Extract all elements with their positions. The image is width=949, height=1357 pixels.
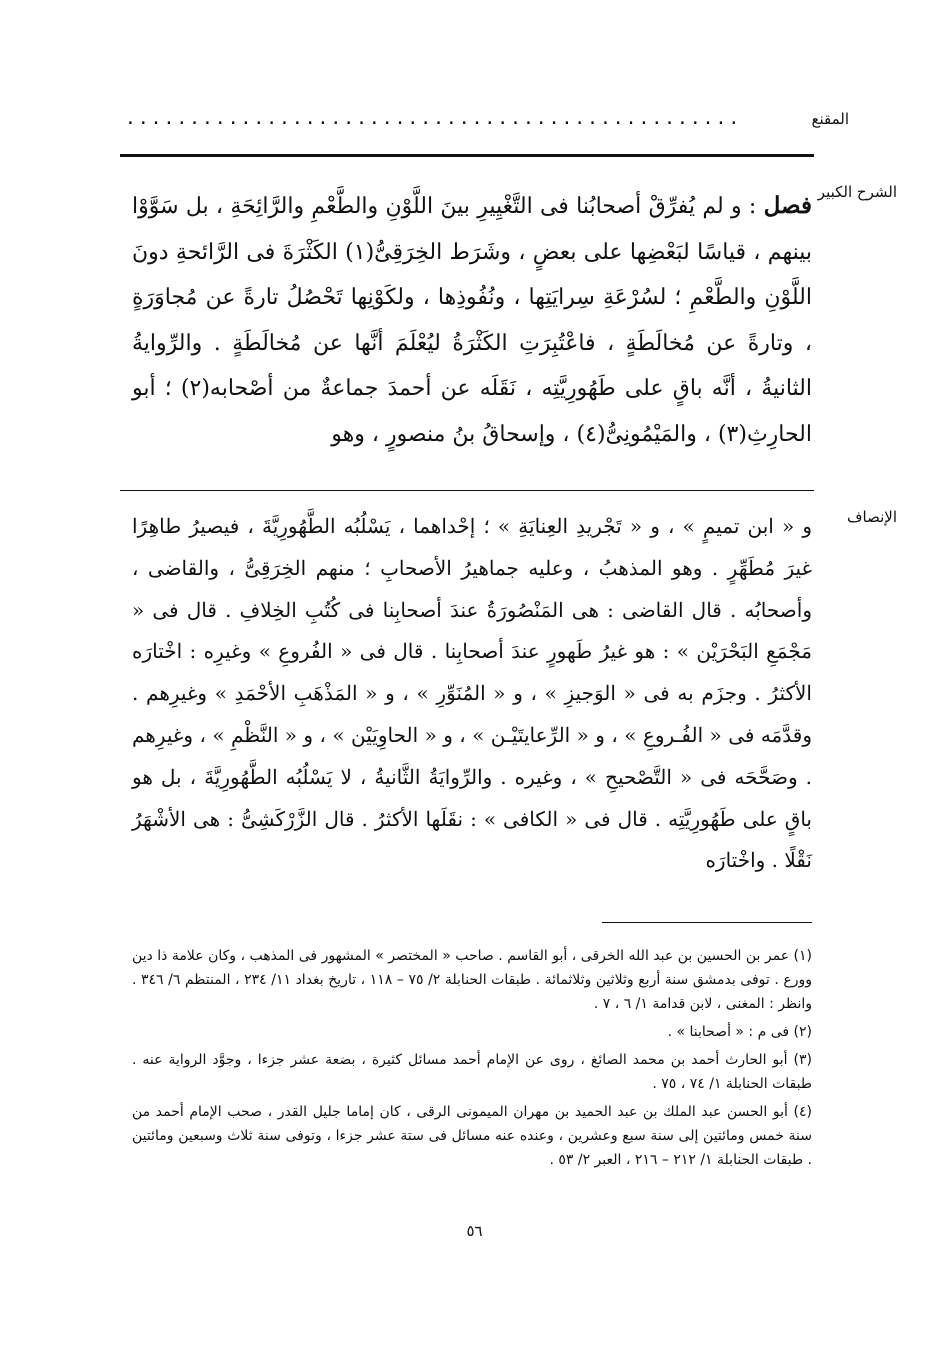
footnotes xyxy=(132,944,812,1176)
insaf-section-label: الإنصاف xyxy=(846,508,897,526)
sharh-paragraph xyxy=(132,183,812,457)
fasl-heading: فصل xyxy=(763,192,812,219)
book-title: المقنع xyxy=(811,110,849,128)
footnote-3: (٣) أبو الحارث أحمد بن محمد الصائغ ، روى عن الإمام أحمد مسائل كثيرة ، بضعة عشر جزءا ، وجوَّد الرواية عنه . طبقات الحنابلة ١/ ٧٤ ، ٧٥ . xyxy=(132,1052,812,1092)
footnote-2: (٢) فى م : « أصحابنا » . xyxy=(667,1024,812,1040)
sharh-body xyxy=(132,183,812,457)
section-divider xyxy=(120,490,814,491)
insaf-text: و « ابن تميمٍ » ، و « تَجْريدِ العِنايَةِ » ؛ إحْداهما ، يَسْلُبُه الطَّهُورِيَّةَ ، فيصيرُ طاهِرًا غيرَ مُطَهِّرٍ . وهو المذهبُ ، وعليه جماهيرُ الأصحابِ ؛ منهم الخِرَقِىُّ ، والقاضى ، وأصحابُه . قال القاضى : هى المَنْصُورَةُ عندَ أصحابِنا فى كُتُبِ الخِلافِ . قال فى « مَجْمَعِ البَحْرَيْن » : هو غيرُ طَهورٍ عندَ أصحابِنا . قال فى « الفُروعِ » وغيرِه : اخْتارَه الأكثرُ . وجزَم به فى « الوَجيزِ » ، و « المُنَوِّرِ » ، و « المَذْهَبِ الأحْمَدِ » وغيرِهم . وقدَّمَه فى « الفُـروعِ » ، و « الرِّعايتَيْـن » ، و « الحاوِيَيْن » ، و « النَّظْمِ » ، وغيرِهم . وصَحَّحَه فى « التَّصْحيحِ » ، وغيره . والرِّوايَةُ الثَّانيةُ ، لا يَسْلُبُه الطَّهُورِيَّةَ ، بل هو باقٍ على طَهُورِيَّتِه . قال فى « الكافى » : نقَلَها الأكثرُ . قال الزَّرْكَشِىُّ : هى الأشْهَرُ نَقْلًا . واخْتارَه xyxy=(132,514,812,873)
page-number: ٥٦ xyxy=(466,1222,483,1240)
header-dot-leader: ................................................ xyxy=(125,108,742,128)
footnote-1: (١) عمر بن الحسين بن عبد الله الخرقى ، أبو القاسم . صاحب « المختصر » المشهور فى المذهب ، وكان علامة ذا دين وورع . توفى بدمشق سنة أربع وثلاثين وثلاثمائة . طبقات الحنابلة ٢/ ٧٥ – ١١٨ ، تاريخ بغداد ١١/ ٢٣٤ ، المنتظم ٦/ ٣٤٦ . وانظر : المغنى ، لابن قدامة ١/ ٦ ، ٧ . xyxy=(132,948,812,1012)
footnote-4: (٤) أبو الحسن عبد الملك بن عبد الحميد بن مهران الميمونى الرقى ، كان إماما جليل القدر ، صحب الإمام أحمد من سنة خمس ومائتين إلى سنة سبع وعشرين ، وعنده عنه مسائل فى ستة عشر جزءا ، وتوفى سنة ثلاث وسبعين ومائتين . طبقات الحنابلة ١/ ٢١٢ – ٢١٦ ، العبر ٢/ ٥٣ . xyxy=(132,1104,812,1168)
footnote-rule xyxy=(602,922,812,923)
sharh-section-label: الشرح الكبير xyxy=(817,183,897,201)
sharh-text: : و لم يُفرِّقْ أصحابُنا فى التَّغْيِيرِ بينَ اللَّوْنِ والطَّعْمِ والرَّائِحَةِ ، بل سَوَّوْا بينهم ، قياسًا لبَعْضِها على بعضٍ ، وشَرَط الخِرَقِىُّ(١) الكَثْرَةَ فى الرَّائحةِ دونَ اللَّوْنِ والطَّعْمِ ؛ لسُرْعَةِ سِرايَتِها ، ونُفُوذِها ، ولكَوْنِها تَحْصُلُ تارةً عن مُجاوَرَةٍ ، وتارةً عن مُخالَطَةٍ ، فاعْتُبِرَتِ الكَثْرَةُ ليُعْلَمَ أنَّها عن مُخالَطَةٍ . والرِّوايةُ الثانيةُ ، أنَّه باقٍ على طَهُورِيَّتِه ، نَقَلَه عن أحمدَ جماعةٌ من أصْحابه(٢) ؛ أبو الحارِثِ(٣) ، والمَيْمُونِىُّ(٤) ، وإسحاقُ بنُ منصورٍ ، وهو xyxy=(132,194,812,447)
insaf-body xyxy=(132,506,812,882)
header-rule xyxy=(120,154,814,157)
